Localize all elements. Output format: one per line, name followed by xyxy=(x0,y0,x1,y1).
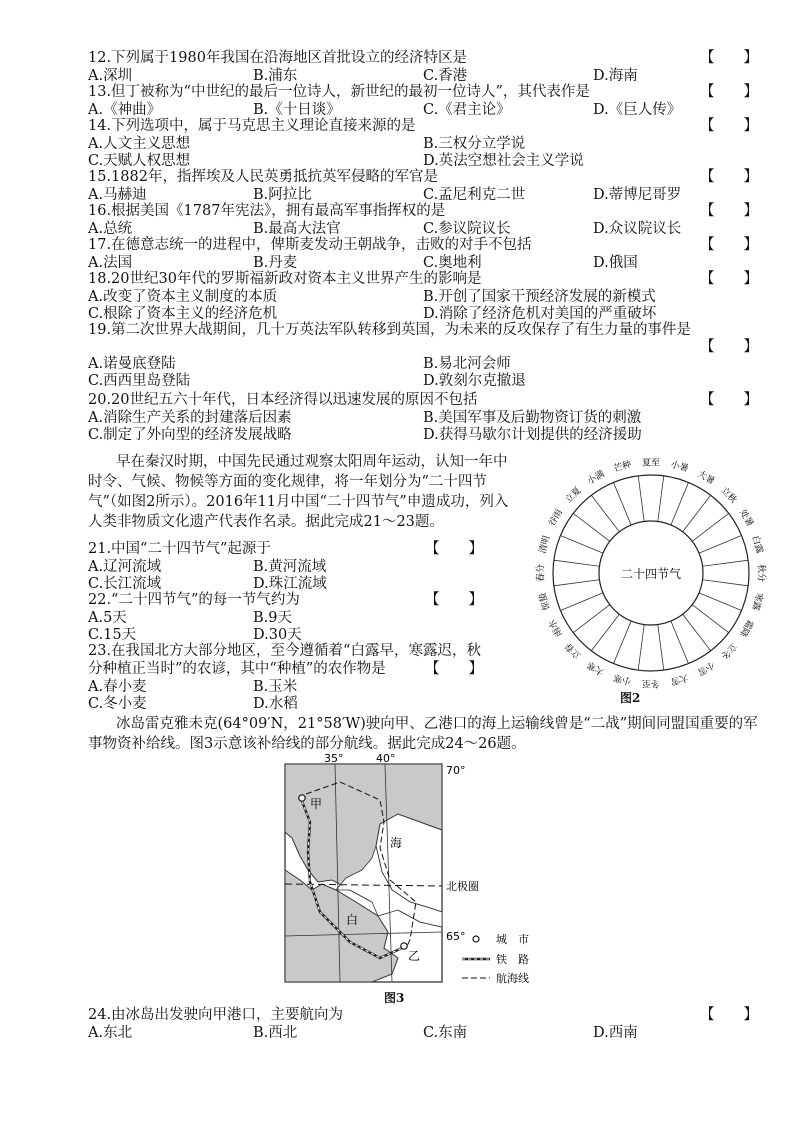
option-a: A.诺曼底登陆 xyxy=(88,356,176,372)
wheel-divider xyxy=(638,625,644,671)
question-stem: 15.1882年，指挥埃及人民英勇抵抗英军侵略的军官是 xyxy=(88,169,438,185)
question-24 xyxy=(88,1007,758,1042)
wheel-divider xyxy=(703,580,749,586)
option-a: A.东北 xyxy=(88,1025,133,1041)
legend-city-label: 城 市 xyxy=(496,933,529,946)
answer-bracket: 【 】 xyxy=(700,84,758,100)
wheel-divider xyxy=(554,580,600,586)
option-a: A.辽河流域 xyxy=(88,559,162,575)
option-d: D.众议院议长 xyxy=(593,221,682,237)
wheel-divider xyxy=(613,621,631,663)
option-b: B.玉米 xyxy=(253,679,298,695)
lon-label-35: 35° xyxy=(324,752,344,765)
wheel-divider xyxy=(658,476,664,522)
answer-bracket: 【 】 xyxy=(425,541,483,557)
solar-term-label: 春分 xyxy=(536,563,547,583)
option-c: C.参议院议长 xyxy=(423,221,511,237)
option-c: C.制定了外向型的经济发展战略 xyxy=(88,427,292,443)
wheel-divider xyxy=(692,513,728,541)
wheel-divider xyxy=(573,605,609,633)
question-stem: 21.中国“二十四节气”起源于 xyxy=(88,541,271,557)
solar-term-label: 大寒 xyxy=(585,658,607,677)
question-stem: 24.由冰岛出发驶向甲港口，主要航向为 xyxy=(88,1007,344,1023)
option-b: B.《十日谈》 xyxy=(253,102,341,118)
option-d: D.30天 xyxy=(253,627,302,643)
question-17 xyxy=(88,237,758,272)
question-stem: 14.下列选项中，属于马克思主义理论直接来源的是 xyxy=(88,118,416,134)
port-jia-label: 甲 xyxy=(310,797,323,811)
port-jia-marker xyxy=(299,795,305,801)
port-yi-marker xyxy=(401,943,407,949)
lon-label-40: 40° xyxy=(376,752,396,765)
arctic-circle-label: 北极圈 xyxy=(446,880,479,893)
lat-label-70: 70° xyxy=(446,764,466,777)
option-a: A.深圳 xyxy=(88,68,133,84)
figure-2-caption: 图2 xyxy=(620,691,641,705)
reading-passage-1: 早在秦汉时期，中国先民通过观察太阳周年运动，认知一年中时令、气候、物候等方面的变化规律，将一年划分为“二十四节气”（如图2所示）。2016年11月中国“二十四节气”申遗成功，列入人类非物质文化遗产代表作名录。据此完成21～23题。 xyxy=(88,454,509,530)
option-c: C.冬小麦 xyxy=(88,696,147,712)
option-c: C.孟尼利克二世 xyxy=(423,187,526,203)
solar-term-label: 大雪 xyxy=(669,671,690,686)
option-b: B.浦东 xyxy=(253,68,298,84)
solar-term-label: 寒露 xyxy=(749,591,764,612)
solar-term-label: 秋分 xyxy=(755,563,766,583)
lat-label-65: 65° xyxy=(446,930,466,943)
solar-term-label: 小雪 xyxy=(695,658,717,677)
solar-term-label: 立冬 xyxy=(718,640,739,661)
wheel-divider xyxy=(573,513,609,541)
option-a: A.春小麦 xyxy=(88,679,147,695)
question-22 xyxy=(88,592,483,644)
option-b: B.9天 xyxy=(253,610,292,626)
legend-railway-label: 铁 路 xyxy=(496,953,529,966)
solar-term-label: 霜降 xyxy=(736,617,755,639)
solar-term-label: 夏至 xyxy=(641,458,661,469)
solar-term-label: 小寒 xyxy=(612,671,633,686)
wheel-divider xyxy=(703,560,749,566)
answer-bracket: 【 】 xyxy=(700,50,758,66)
option-d: D.水稻 xyxy=(253,696,298,712)
supply-route-map-figure xyxy=(280,752,580,997)
question-14 xyxy=(88,118,758,170)
option-d: D.海南 xyxy=(593,68,638,84)
solar-term-label: 芒种 xyxy=(612,460,633,475)
question-16 xyxy=(88,203,758,238)
answer-bracket: 【 】 xyxy=(700,203,758,219)
wheel-divider xyxy=(692,605,728,633)
figure-3-caption: 图3 xyxy=(384,991,405,1005)
option-b: B.美国军事及后勤物资订货的刺激 xyxy=(423,410,642,426)
solar-term-label: 大暑 xyxy=(695,469,717,488)
answer-bracket: 【 】 xyxy=(700,118,758,134)
option-a: A.消除生产关系的封建落后因素 xyxy=(88,410,292,426)
wheel-divider xyxy=(560,593,602,611)
solar-term-label: 白露 xyxy=(749,534,764,555)
option-a: A.总统 xyxy=(88,221,133,237)
option-a: A.法国 xyxy=(88,255,133,271)
option-d: D.获得马歇尔计划提供的经济援助 xyxy=(423,427,642,443)
option-c: C.香港 xyxy=(423,68,468,84)
answer-bracket: 【 】 xyxy=(425,592,483,608)
solar-term-label: 谷雨 xyxy=(547,507,566,529)
question-stem: 17.在德意志统一的进程中，俾斯麦发动王朝战争，击败的对手不包括 xyxy=(88,237,532,253)
wheel-divider xyxy=(591,495,619,531)
option-d: D.俄国 xyxy=(593,255,638,271)
option-d: D.英法空想社会主义学说 xyxy=(423,153,584,169)
option-b: B.阿拉比 xyxy=(253,187,312,203)
answer-bracket: 【 】 xyxy=(700,169,758,185)
option-c: C.东南 xyxy=(423,1025,468,1041)
wheel-divider xyxy=(613,482,631,524)
option-b: B.最高大法官 xyxy=(253,221,341,237)
option-a: A.《神曲》 xyxy=(88,102,162,118)
option-a: A.人文主义思想 xyxy=(88,136,191,152)
question-stem: 19.第二次世界大战期间，几十万英法军队转移到英国，为未来的反攻保存了有生力量的事件是 xyxy=(88,322,692,338)
wheel-divider xyxy=(699,535,741,553)
sea-label-bai: 白 xyxy=(346,913,359,927)
solar-term-label: 小满 xyxy=(585,469,607,488)
question-stem: 13.但丁被称为“中世纪的最后一位诗人，新世纪的最初一位诗人”，其代表作是 xyxy=(88,84,590,100)
question-stem: 20.20世纪五六十年代，日本经济得以迅速发展的原因不包括 xyxy=(88,392,478,408)
wheel-divider xyxy=(671,621,689,663)
option-b: B.黄河流域 xyxy=(253,559,327,575)
option-b: B.西北 xyxy=(253,1025,298,1041)
option-c: C.根除了资本主义的经济危机 xyxy=(88,306,278,322)
city-icon xyxy=(473,936,479,942)
question-stem: 22.“二十四节气”的每一节气约为 xyxy=(88,592,300,608)
wheel-divider xyxy=(699,593,741,611)
solar-term-label: 处暑 xyxy=(736,507,755,529)
question-19 xyxy=(88,322,758,390)
solar-term-label: 清明 xyxy=(538,534,553,555)
question-stem-continued: 分种植正当时”的农谚，其中“种植”的农作物是 xyxy=(88,661,386,677)
answer-bracket: 【 】 xyxy=(700,1007,758,1023)
question-stem: 23.在我国北方大部分地区，至今遵循着“白露早，寒露迟，秋 xyxy=(88,643,481,659)
answer-bracket: 【 】 xyxy=(700,271,758,287)
question-21 xyxy=(88,541,483,593)
wheel-divider xyxy=(554,560,600,566)
reading-passage-2: 冰岛雷克雅未克(64°09′N，21°58′W)驶向甲、乙港口的海上运输线曾是“二战”期间同盟国重要的军事物资补给线。图3示意该补给线的部分航线。据此完成24～26题。 xyxy=(88,716,758,752)
question-23 xyxy=(88,643,483,713)
answer-bracket: 【 】 xyxy=(700,339,758,355)
wheel-divider xyxy=(638,476,644,522)
answer-bracket: 【 】 xyxy=(425,661,483,677)
wheel-center-label: 二十四节气 xyxy=(620,567,682,581)
option-d: D.《巨人传》 xyxy=(593,102,682,118)
option-d: D.消除了经济危机对美国的严重破坏 xyxy=(423,306,657,322)
solar-term-label: 冬至 xyxy=(641,677,661,688)
answer-bracket: 【 】 xyxy=(700,392,758,408)
option-b: B.易北河会师 xyxy=(423,356,511,372)
solar-term-label: 雨水 xyxy=(547,617,566,639)
solar-term-label: 立春 xyxy=(563,640,584,661)
option-a: A.马赫迪 xyxy=(88,187,147,203)
solar-term-label: 立夏 xyxy=(563,485,584,506)
sea-label-hai: 海 xyxy=(390,836,403,850)
question-18 xyxy=(88,271,758,323)
solar-term-label: 小暑 xyxy=(669,460,690,475)
option-c: C.15天 xyxy=(88,627,137,643)
question-20 xyxy=(88,392,758,444)
legend-shipping-label: 航海线 xyxy=(496,972,529,985)
option-b: B.开创了国家干预经济发展的新模式 xyxy=(423,289,656,305)
option-a: A.5天 xyxy=(88,610,127,626)
question-stem: 16.根据美国《1787年宪法》，拥有最高军事指挥权的是 xyxy=(88,203,446,219)
option-d: D.蒂博尼哥罗 xyxy=(593,187,682,203)
option-d: D.敦刻尔克撤退 xyxy=(423,373,526,389)
option-b: B.三权分立学说 xyxy=(423,136,526,152)
answer-bracket: 【 】 xyxy=(700,237,758,253)
option-c: C.奥地利 xyxy=(423,255,482,271)
solar-term-label: 惊蛰 xyxy=(538,591,553,612)
solar-terms-wheel-figure xyxy=(522,455,780,695)
port-yi-label: 乙 xyxy=(408,949,421,963)
option-c: C.长江流域 xyxy=(88,576,162,592)
wheel-divider xyxy=(671,482,689,524)
option-d: D.西南 xyxy=(593,1025,638,1041)
option-c: C.西西里岛登陆 xyxy=(88,373,191,389)
option-c: C.《君主论》 xyxy=(423,102,511,118)
option-a: A.改变了资本主义制度的本质 xyxy=(88,289,278,305)
map-legend xyxy=(462,933,529,985)
question-12 xyxy=(88,50,758,85)
wheel-divider xyxy=(658,625,664,671)
question-15 xyxy=(88,169,758,204)
wheel-divider xyxy=(560,535,602,553)
wheel-divider xyxy=(591,614,619,650)
option-d: D.珠江流域 xyxy=(253,576,327,592)
question-stem: 12.下列属于1980年我国在沿海地区首批设立的经济特区是 xyxy=(88,50,467,66)
question-13 xyxy=(88,84,758,119)
option-c: C.天赋人权思想 xyxy=(88,153,191,169)
question-stem: 18.20世纪30年代的罗斯福新政对资本主义世界产生的影响是 xyxy=(88,271,482,287)
option-b: B.丹麦 xyxy=(253,255,298,271)
wheel-divider xyxy=(683,614,711,650)
wheel-divider xyxy=(683,495,711,531)
solar-term-label: 立秋 xyxy=(718,485,739,506)
